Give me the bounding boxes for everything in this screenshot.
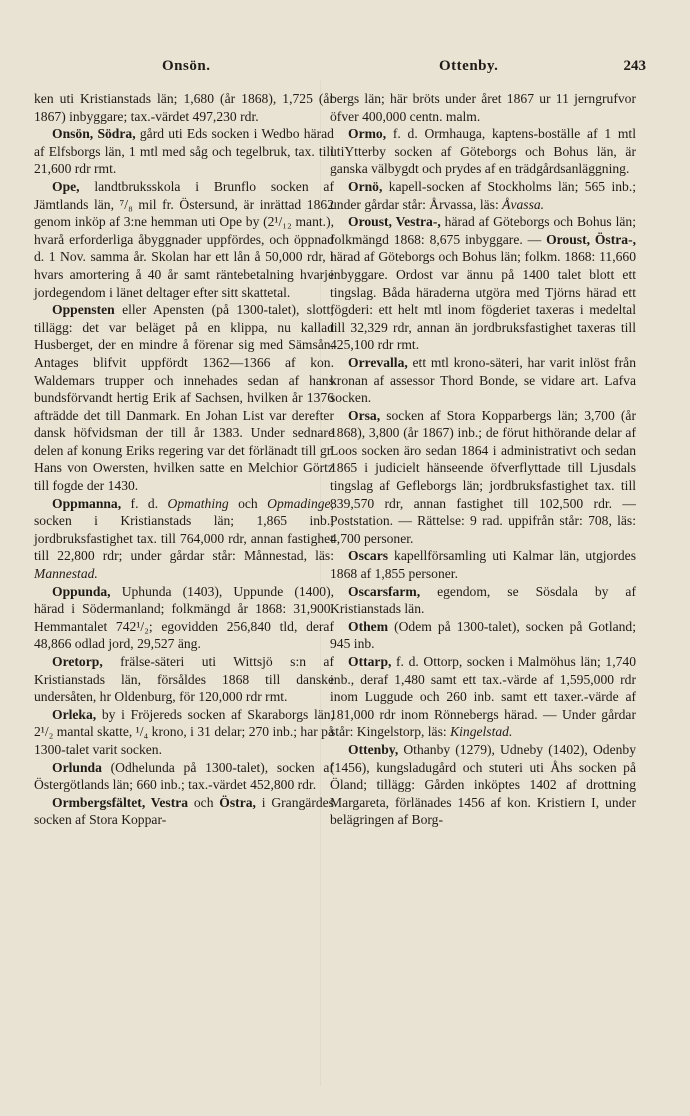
right-column xyxy=(330,90,636,829)
dictionary-entry xyxy=(330,90,636,125)
entry-text: härad af Göteborgs och Bohus län; folkmängd 1868: 8,675 inbyggare. — xyxy=(330,214,636,247)
header-left-word: Onsön. xyxy=(162,58,211,74)
dictionary-entry xyxy=(34,495,334,583)
entry-headword: Oroust, Östra-, xyxy=(546,231,636,247)
entry-text: och xyxy=(188,794,220,810)
entry-headword: Oroust, Vestra-, xyxy=(348,214,441,230)
entry-text: f. d. Ottorp, socken i Malmöhus län; 1,740 inb., deraf 1,480 samt ett tax.-värde af 1,595,000 rdr inom Luggude och 260 inb. samt ett taxer.-värde af 181,000 rdr inom Rönnebergs härad. — Under gårdar står: Kingelstorp, läs: xyxy=(330,654,636,740)
left-column xyxy=(34,90,334,829)
dictionary-entry xyxy=(330,407,636,548)
entry-text: härad af Göteborgs och Bohus län; folkm. 1868: 11,660 inbyggare. Ordost var ännu på 1400 talet blott ett tingslag. Båda häraderna utgöra med Tjörns härad ett fögderi: ett helt mtl inom fögderiet taxeras i medeltal till 32,329 rdr, annan än jordbruksfastighet taxeras till 425,100 rdr rmt. xyxy=(330,249,636,353)
dictionary-entry xyxy=(34,706,334,759)
dictionary-entry xyxy=(34,301,334,495)
entry-text: socken i Kristianstads län; 1,865 inb.; jordbruksfastighet tax. till 764,000 rdr, annan fastighet till 22,800 rdr; under gårdar står: Månnestad, läs: xyxy=(34,513,334,564)
dictionary-entry xyxy=(330,618,636,653)
dictionary-entry xyxy=(34,90,334,125)
dictionary-entry xyxy=(330,354,636,407)
entry-text: (Odhelunda på 1300-talet), socken af Östergötlands län; 660 inb.; tax.-värdet 452,800 rdr. xyxy=(34,759,334,793)
entry-text: ett mtl krono-säteri, har varit inlöst från kronan af assessor Thord Bonde, se vidare art. Lafva socken. xyxy=(330,354,636,406)
dictionary-entry xyxy=(330,583,636,618)
dictionary-entry xyxy=(34,178,334,301)
running-header xyxy=(34,58,656,82)
header-right-word: Ottenby. xyxy=(439,58,499,74)
dictionary-entry xyxy=(34,125,334,178)
entry-headword: Onsön, Södra, xyxy=(52,126,136,142)
page-number: 243 xyxy=(623,58,646,74)
entry-headword: Oscarsfarm, xyxy=(348,583,421,599)
entry-text: f. d. Ormhauga, kaptens-boställe af 1 mtl utiYtterby socken af Göteborgs och Bohus län, är ganska välbygdt och prydes af en trädgårdsanläggning. xyxy=(330,126,636,177)
entry-headword: Oppunda, xyxy=(52,583,111,599)
entry-text: f. d. xyxy=(121,495,168,511)
entry-text: landtbruksskola i Brunflo socken af Jämtlands län, ⁷/₈ mil fr. Östersund, är inrättad 1862 genom inköp af 3:ne hemman uti Ope by (2¹/₁₂ mant.), hvarå erforderliga åbyggnader uppfördes, och öppnad d. 1 Nov. samma år. Skolan har ett lån å 50,000 rdr, i hvars amortering å 40 år samt räntebetalning hvarje jordegendom i länet deltager efter sitt skattetal. xyxy=(34,178,334,300)
entry-headword: Oppmanna, xyxy=(52,495,122,511)
entry-italic-text: Åvassa. xyxy=(502,196,545,212)
entry-italic-text: Opmadinge, xyxy=(267,495,334,511)
dictionary-entry xyxy=(330,653,636,741)
entry-text: socken af Stora Kopparbergs län; 3,700 (år 1868), 3,800 (år 1867) inb.; de förut hithörande delar af Loos socken äro sedan 1864 i administrativt och sedan 1865 i judicielt hänseende öfverflyttade till Ljusdals tingslag af Gefleborgs län; jordbruksfastighet tax. till 839,570 rdr, annan fastighet till 102,500 rdr. — Poststation. — Rättelse: 9 rad. uppifrån står: 708, läs: 4,700 personer. xyxy=(330,407,636,546)
entry-text: (Odem på 1300-talet), socken på Gotland; 945 inb. xyxy=(330,618,636,652)
entry-text: ken uti Kristianstads län; 1,680 (år 1868), 1,725 (år 1867) inbyggare; tax.-värdet 497,230 rdr. xyxy=(34,91,334,124)
entry-headword: Oretorp, xyxy=(52,654,103,669)
dictionary-entry xyxy=(34,794,334,829)
dictionary-entry xyxy=(34,759,334,794)
entry-headword: Orleka, xyxy=(52,706,97,722)
entry-headword: Orsa, xyxy=(348,407,381,423)
entry-text: frälse-säteri uti Wittsjö s:n af Kristianstads län, försåldes 1868 till danske undersåten, hr Oldenburg, för 120,000 rdr rmt. xyxy=(34,654,334,705)
entry-italic-text: Mannestad. xyxy=(34,566,98,582)
entry-headword: Ottenby, xyxy=(348,741,399,757)
entry-headword: Oscars xyxy=(348,548,389,564)
dictionary-entry xyxy=(330,178,636,213)
entry-headword: Ornö, xyxy=(348,178,383,194)
entry-text: i Grangärdes socken af Stora Koppar- xyxy=(34,794,334,828)
entry-text: Othanby (1279), Udneby (1402), Odenby (1456), kungsladugård och stuteri uti Åhs socken på Öland; tillägg: Gården inköptes 1402 af drottning Margareta, förlänades 1456 af kon. Kristiern I, under belägringen af Borg- xyxy=(330,741,636,828)
entry-text: Uphunda (1403), Uppunde (1400), härad i Södermanland; folkmängd år 1868: 31,900. Hemmantalet 742¹/₂; egovidden 256,840 tld, deraf 48,866 odlad jord, 29,527 äng. xyxy=(34,583,334,652)
entry-text: och xyxy=(228,495,268,511)
entry-text: kapellförsamling uti Kalmar län, utgjordes 1868 af 1,855 personer. xyxy=(330,548,636,582)
entry-text: kapell-socken af Stockholms län; 565 inb.; under gårdar står: Årvassa, läs: xyxy=(330,178,636,212)
dictionary-entry xyxy=(330,547,636,582)
entry-headword: Oppensten xyxy=(52,302,115,318)
entry-headword: Östra, xyxy=(219,794,256,810)
dictionary-entry xyxy=(34,583,334,653)
entry-headword: Othem xyxy=(348,618,389,634)
dictionary-entry xyxy=(34,653,334,706)
entry-text: gård uti Eds socken i Wedbo härad af Elfsborgs län, 1 mtl med såg och tegelbruk, tax. till 21,600 rdr rmt. xyxy=(34,126,334,177)
dictionary-entry xyxy=(330,125,636,178)
entry-italic-text: Kingelstad. xyxy=(450,724,513,740)
entry-headword: Orrevalla, xyxy=(348,354,408,370)
dictionary-entry xyxy=(330,741,636,829)
entry-text: by i Fröjereds socken af Skaraborgs län, 2¹/₂ mantal skatte, ¹/₄ krono, i 31 delar; 270 inb.; har på 1300-talet varit socken. xyxy=(34,706,335,757)
entry-text: egendom, se Sösdala by af Kristianstads län. xyxy=(330,583,636,617)
entry-text: bergs län; här bröts under året 1867 ur 11 jerngrufvor öfver 400,000 centn. malm. xyxy=(330,91,636,124)
entry-italic-text: Opmathing xyxy=(167,495,229,511)
entry-headword: Ormo, xyxy=(348,126,387,142)
dictionary-entry xyxy=(330,213,636,354)
entry-headword: Ope, xyxy=(52,178,80,194)
entry-headword: Orlunda xyxy=(52,759,102,775)
entry-headword: Ormbergsfältet, Vestra xyxy=(52,794,189,810)
entry-headword: Ottarp, xyxy=(348,654,392,669)
entry-text: eller Apensten (på 1300-talet), slott; tillägg: det var beläget på en klippa, nu kallad Husberget, der en mindre å förenar sig med Sämsån. Antages blifvit uppfördt 1362—1366 af kon. Waldemars trupper och innehades sedan af hans bundsförvandt hertig Erik af Sachsen, hvilken år 1376 afträdde det till Danmark. En Johan List var derefter dansk höfvidsman der till år 1383. Under sednare delen af konung Eriks regering var det förlänadt till gr. Hans von Owersten, hvilken satte en Melchior Görtz till fogde der 1430. xyxy=(34,302,334,494)
